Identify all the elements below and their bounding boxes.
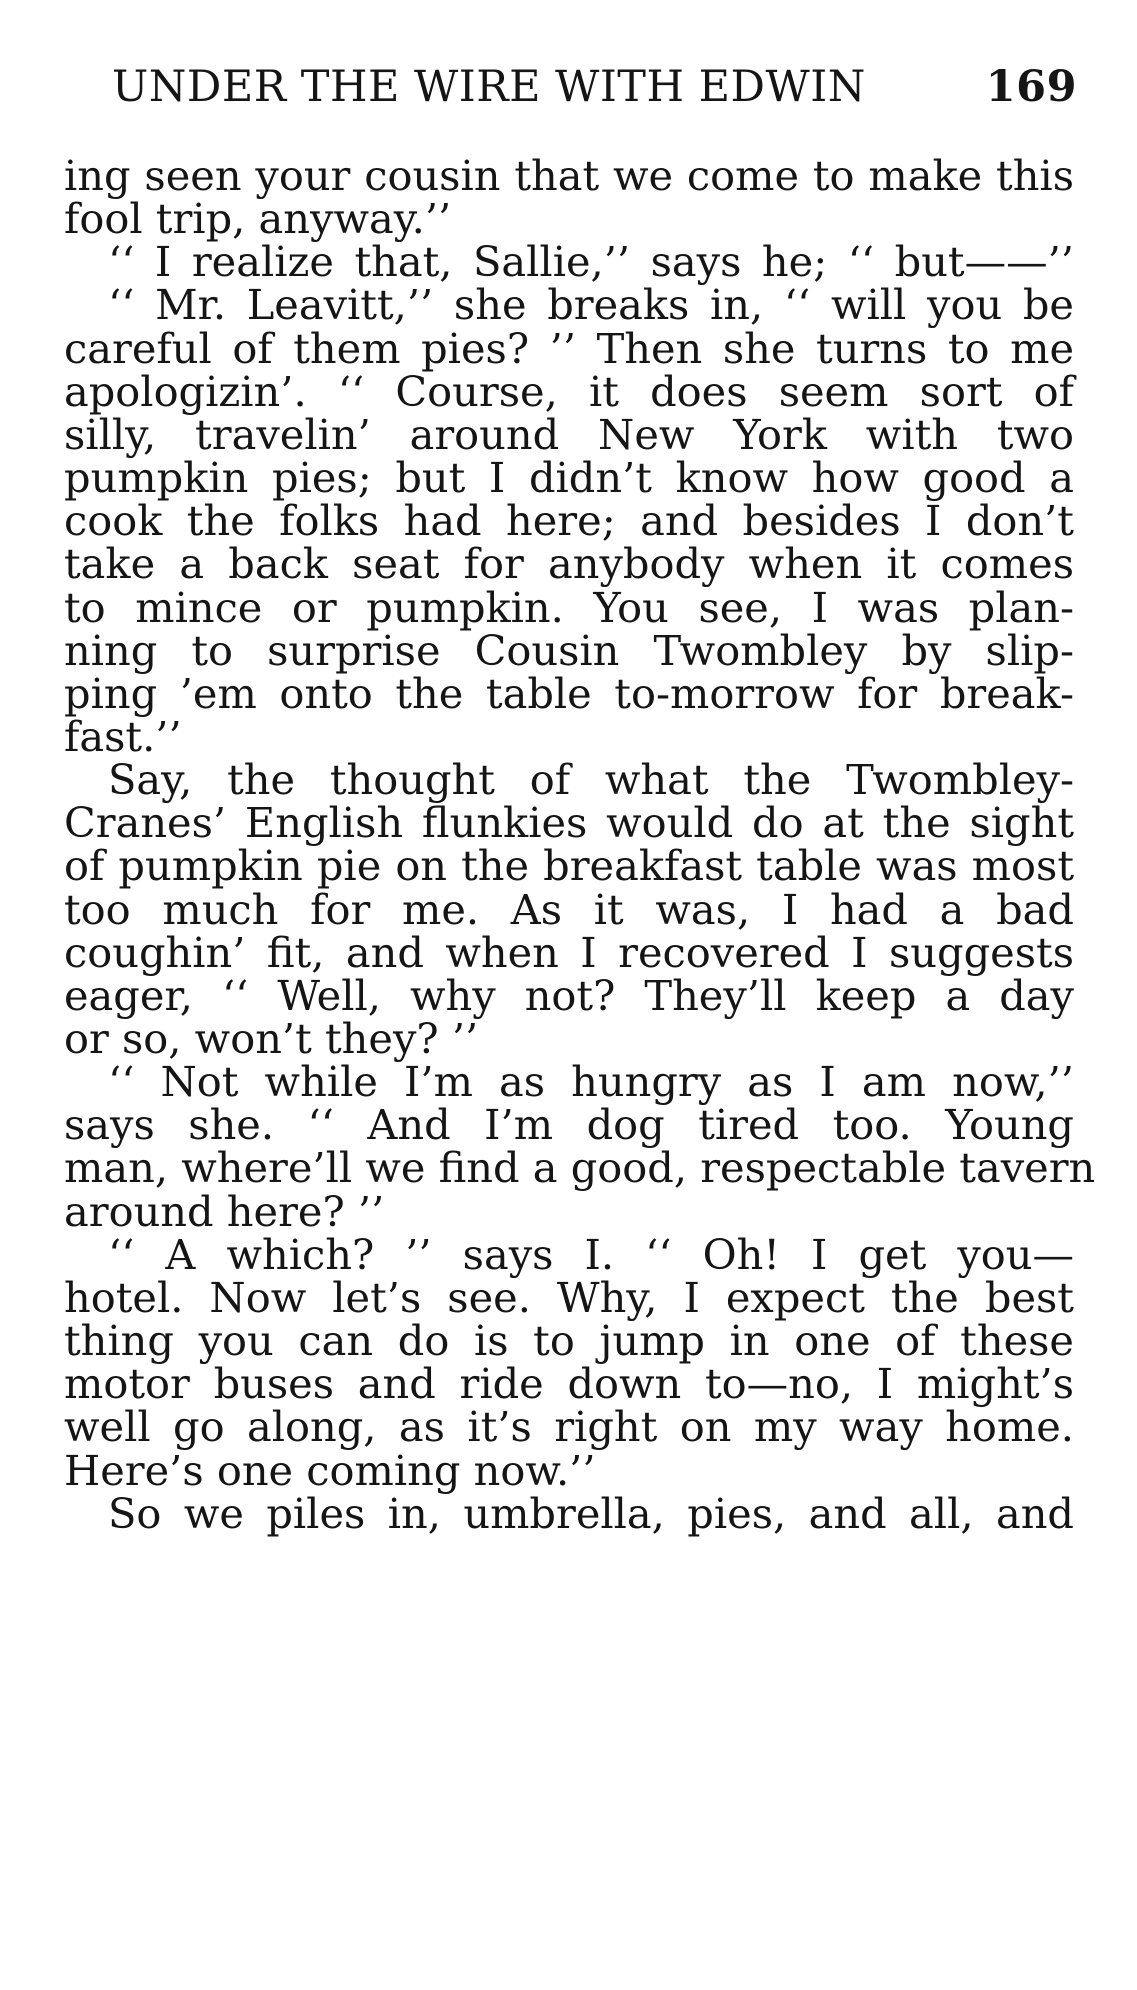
text-line: Say, the thought of what the Twombley- [108, 755, 1074, 805]
text-line: too much for me. As it was, I had a bad [64, 884, 1074, 934]
text-line: or so, won’t they? ’’ [64, 1014, 479, 1063]
text-line: Cranes’ English flunkies would do at the sight [64, 798, 1074, 848]
text-line: thing you can do is to jump in one of these [64, 1316, 1074, 1366]
text-line: ‘‘ Not while I’m as hungry as I am now,’’ [108, 1057, 1074, 1107]
text-line: around here? ’’ [64, 1186, 385, 1236]
text-line: ping ’em onto the table to-morrow for break- [64, 668, 1074, 718]
text-line: Here’s one coming now.’’ [64, 1445, 596, 1495]
text-line: well go along, as it’s right on my way home. [64, 1402, 1074, 1452]
text-line: fool trip, anyway.’’ [64, 194, 452, 244]
text-line: cook the folks had here; and besides I don’t [64, 496, 1074, 546]
running-title: UNDER THE WIRE WITH EDWIN [112, 62, 866, 112]
text-line: man, where’ll we find a good, respectable tavern [64, 1143, 1096, 1193]
running-head [112, 62, 1077, 112]
text-line: ‘‘ Mr. Leavitt,’’ she breaks in, ‘‘ will you be [108, 280, 1074, 330]
text-line: motor buses and ride down to—no, I might’s [64, 1359, 1074, 1409]
text-line: So we piles in, umbrella, pies, and all, and [108, 1488, 1074, 1538]
text-line: ning to surprise Cousin Twombley by slip- [64, 625, 1074, 675]
text-line: hotel. Now let’s see. Why, I expect the best [64, 1272, 1074, 1322]
text-line: silly, travelin’ around New York with two [64, 409, 1074, 459]
text-line: apologizin’. ‘‘ Course, it does seem sort of [64, 366, 1074, 416]
text-line: fast.’’ [64, 711, 182, 761]
text-line: careful of them pies? ’’ Then she turns to me [64, 323, 1074, 373]
page-number: 169 [985, 62, 1077, 112]
text-line: says she. ‘‘ And I’m dog tired too. Young [64, 1100, 1074, 1150]
text-line: to mince or pumpkin. You see, I was plan- [64, 582, 1074, 632]
text-line: pumpkin pies; but I didn’t know how good a [64, 453, 1074, 503]
text-line: ‘‘ A which? ’’ says I. ‘‘ Oh! I get you— [108, 1229, 1074, 1279]
text-line: take a back seat for anybody when it comes [64, 539, 1074, 589]
text-line: coughin’ fit, and when I recovered I suggests [64, 927, 1074, 977]
text-line: eager, ‘‘ Well, why not? They’ll keep a day [64, 970, 1074, 1020]
text-line: ‘‘ I realize that, Sallie,’’ says he; ‘‘ but——’’ [108, 237, 1074, 287]
text-line: ing seen your cousin that we come to make this [64, 151, 1074, 200]
text-line: of pumpkin pie on the breakfast table was most [64, 841, 1074, 891]
